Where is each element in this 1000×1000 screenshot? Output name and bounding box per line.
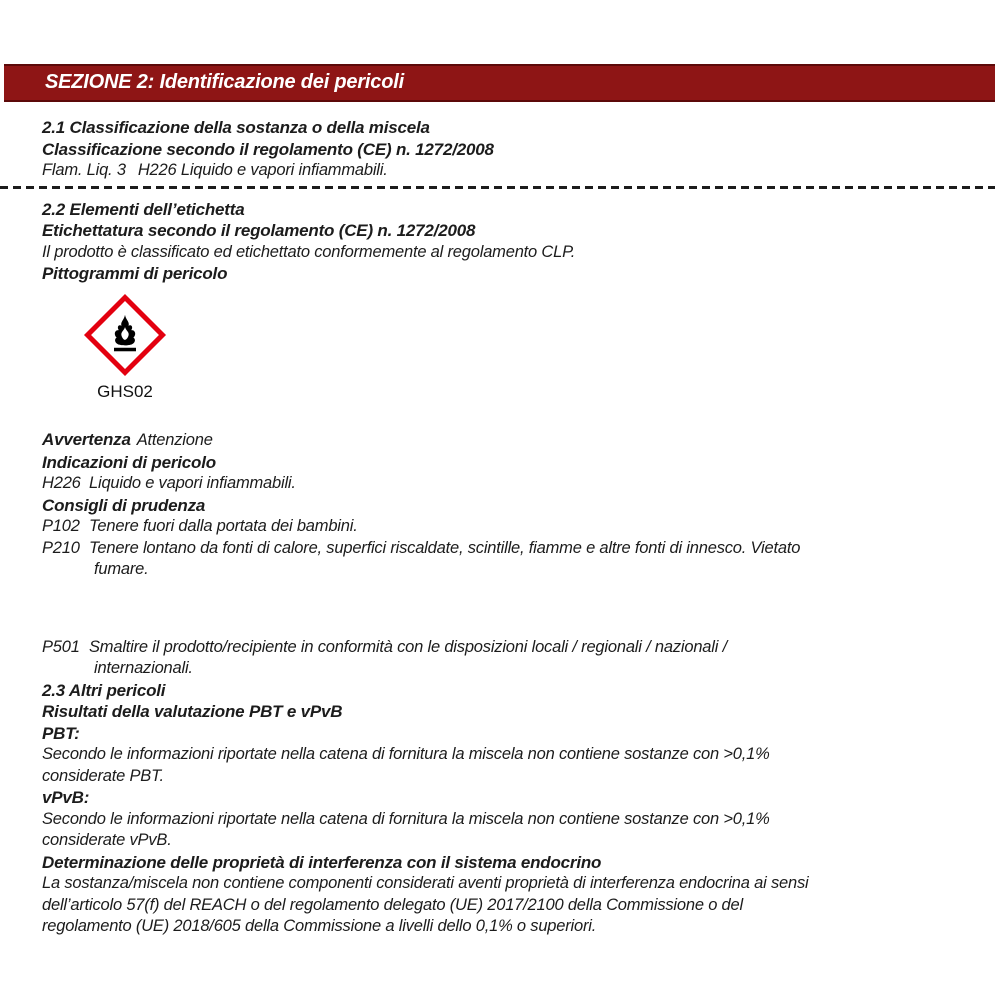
section-content bbox=[42, 117, 963, 938]
classification-statement: H226 Liquido e vapori infiammabili. bbox=[137, 161, 388, 179]
flame-icon bbox=[103, 312, 147, 358]
pbt-text-line: considerate PBT. bbox=[42, 766, 164, 785]
endocrine-text-line: regolamento (UE) 2018/605 della Commissione a livelli dello 0,1% o superiori. bbox=[42, 917, 597, 935]
endocrine-heading: Determinazione delle proprietà di interferenza con il sistema endocrino bbox=[42, 852, 602, 872]
precaution-p501-continuation: internazionali. bbox=[94, 659, 193, 677]
heading-2-1: 2.1 Classificazione della sostanza o della miscela bbox=[42, 118, 430, 137]
hazard-code: H226 bbox=[42, 474, 81, 492]
classification-entry bbox=[42, 160, 963, 182]
subheading-labelling-regulation: Etichettatura secondo il regolamento (CE) n. 1272/2008 bbox=[42, 221, 476, 240]
precaution-text: Smaltire il prodotto/recipiente in conformità con le disposizioni locali / regionali / nazionali / bbox=[89, 637, 727, 656]
subheading-classification-regulation: Classificazione secondo il regolamento (CE) n. 1272/2008 bbox=[42, 139, 494, 159]
hazard-statement-h226 bbox=[42, 473, 963, 495]
precaution-p210 bbox=[42, 538, 963, 560]
pbt-vpvb-heading: Risultati della valutazione PBT e vPvB bbox=[42, 702, 343, 721]
vpvb-text-line: considerate vPvB. bbox=[42, 831, 172, 849]
precaution-p102 bbox=[42, 516, 963, 538]
precaution-code: P102 bbox=[42, 517, 80, 535]
precaution-p210-continuation: fumare. bbox=[94, 560, 149, 578]
pbt-text-line: Secondo le informazioni riportate nella catena di fornitura la miscela non contiene sostanze con >0,1% bbox=[42, 745, 770, 763]
heading-2-3: 2.3 Altri pericoli bbox=[42, 680, 166, 700]
vpvb-text-line: Secondo le informazioni riportate nella catena di fornitura la miscela non contiene sostanze con >0,1% bbox=[42, 809, 770, 828]
section-title: SEZIONE 2: Identificazione dei pericoli bbox=[45, 71, 404, 93]
hazard-text: Liquido e vapori infiammabili. bbox=[89, 474, 296, 492]
signal-word-value: Attenzione bbox=[136, 431, 213, 449]
endocrine-text-line: dell’articolo 57(f) del REACH o del regolamento delegato (UE) 2017/2100 della Commissione o del bbox=[42, 895, 743, 914]
precaution-p501 bbox=[42, 637, 963, 659]
pictogram-code-label: GHS02 bbox=[97, 381, 153, 401]
precaution-text: Tenere fuori dalla portata dei bambini. bbox=[89, 517, 358, 535]
hazard-statements-heading: Indicazioni di pericolo bbox=[42, 452, 216, 472]
dashed-divider bbox=[0, 186, 995, 189]
pictograms-heading: Pittogrammi di pericolo bbox=[42, 264, 228, 283]
vpvb-label: vPvB: bbox=[42, 788, 90, 807]
endocrine-text-line: La sostanza/miscela non contiene componenti considerati aventi proprietà di interferenza endocrina ai sensi bbox=[42, 874, 809, 892]
signal-word-label: Avvertenza bbox=[42, 430, 131, 449]
precautionary-heading: Consigli di prudenza bbox=[42, 495, 206, 515]
ghs02-pictogram bbox=[82, 292, 168, 378]
precaution-text: Tenere lontano da fonti di calore, superfici riscaldate, scintille, fiamme e altre fonti di innesco. Vietato bbox=[89, 538, 801, 557]
signal-word-row bbox=[42, 429, 963, 452]
precaution-code: P210 bbox=[42, 538, 80, 557]
precaution-code: P501 bbox=[42, 637, 80, 656]
pbt-label: PBT: bbox=[42, 723, 80, 743]
section-header-bar bbox=[4, 64, 995, 102]
hazard-pictogram bbox=[82, 292, 168, 403]
clp-note: Il prodotto è classificato ed etichettato conformemente al regolamento CLP. bbox=[42, 242, 576, 261]
classification-class: Flam. Liq. 3 bbox=[42, 161, 126, 179]
heading-2-2: 2.2 Elementi dell’etichetta bbox=[42, 199, 245, 219]
